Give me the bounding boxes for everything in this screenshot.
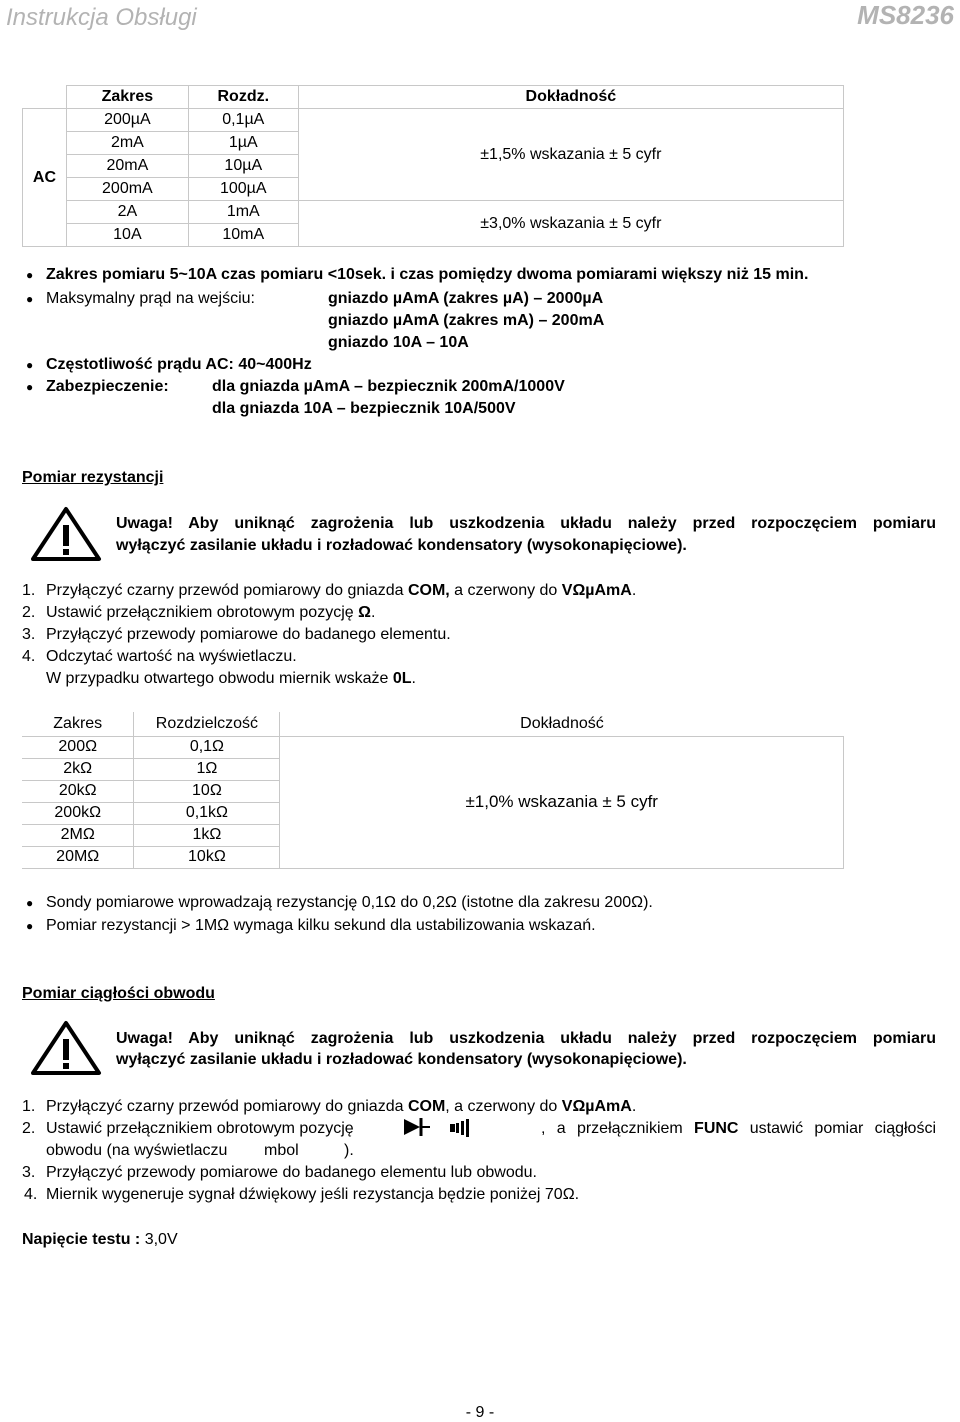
ac-current-table xyxy=(22,85,844,247)
continuity-step-2-line2a: obwodu (na wyświetlaczu xyxy=(46,1142,228,1159)
warning-icon xyxy=(30,1020,102,1076)
res-res-cell: 1kΩ xyxy=(134,824,280,846)
step-text: Przyłączyć czarny przewód pomiarowy do gniazda xyxy=(46,1098,408,1115)
note-max-current-label: ● Maksymalny prąd na wejściu: xyxy=(46,288,255,310)
step-text: Miernik wygeneruje sygnał dźwiękowy jeśli rezystancja będzie poniżej 70Ω. xyxy=(46,1186,580,1203)
continuity-warning-line1 xyxy=(116,1028,936,1050)
resistance-note-probes: ● Sondy pomiarowe wprowadzają rezystancję 0,1Ω do 0,2Ω (istotne dla zakresu 200Ω). xyxy=(46,892,653,914)
note-max-current-1: gniazdo µAmA (zakres µA) – 2000µA xyxy=(328,290,604,307)
resistance-step-1 xyxy=(22,580,636,602)
step-text: Przyłączyć przewody pomiarowe do badanego elementu lub obwodu. xyxy=(46,1164,537,1181)
step-text: a czerwony do xyxy=(449,582,562,599)
continuity-step-2-func xyxy=(541,1118,936,1140)
step-text: . xyxy=(631,1098,637,1115)
continuity-step-4 xyxy=(24,1184,579,1206)
ac-row-label: AC xyxy=(23,109,67,247)
res-range-cell: 20kΩ xyxy=(22,780,134,802)
step-number: 4. xyxy=(22,648,36,665)
note-protection-1: dla gniazda µAmA – bezpiecznik 200mA/1000V xyxy=(212,378,565,395)
step-number: 2. xyxy=(22,604,36,621)
continuity-step-2-line1 xyxy=(22,1118,354,1140)
resistance-table xyxy=(22,712,844,869)
step-number: 1. xyxy=(22,582,36,599)
ac-res-cell: 10mA xyxy=(188,224,298,247)
warning-text: Aby uniknąć zagrożenia lub uszkodzenia układu należy przed rozpoczęciem pomiaru xyxy=(172,1030,936,1047)
step-text: . xyxy=(411,670,416,687)
res-res-cell: 1Ω xyxy=(134,758,280,780)
model-name: MS8236 xyxy=(857,0,954,30)
test-voltage xyxy=(22,1229,178,1251)
res-range-cell: 2kΩ xyxy=(22,758,134,780)
continuity-step-2-line2b: mbol xyxy=(264,1142,299,1159)
resistance-warning-line2: wyłączyć zasilanie układu i rozładować kondensatory (wysokonapięciowe). xyxy=(116,537,687,554)
header-title: Instrukcja Obsługi xyxy=(6,4,197,31)
page-number: - 9 - xyxy=(465,1404,495,1421)
resistance-step-4 xyxy=(22,646,297,668)
ac-header-accuracy: Dokładność xyxy=(298,86,843,109)
res-res-cell: 10Ω xyxy=(134,780,280,802)
ac-res-cell: 1mA xyxy=(188,201,298,224)
res-range-cell: 20MΩ xyxy=(22,846,134,868)
step-bold-com: COM xyxy=(407,1098,446,1115)
ac-range-cell: 200µA xyxy=(66,109,188,132)
step-bold-func: FUNC xyxy=(694,1120,739,1137)
resistance-step-2 xyxy=(22,602,375,624)
resistance-step-3 xyxy=(22,624,451,646)
note-max-current-2: gniazdo µAmA (zakres mA) – 200mA xyxy=(328,312,605,329)
ac-header-resolution: Rozdz. xyxy=(188,86,298,109)
warning-icon xyxy=(30,506,102,562)
ac-range-cell: 2mA xyxy=(66,132,188,155)
step-bold-ohm: Ω xyxy=(358,604,371,621)
res-header-resolution: Rozdzielczość xyxy=(134,712,280,736)
step-bold-com: COM, xyxy=(407,582,450,599)
ac-accuracy-1: ±1,5% wskazania ± 5 cyfr xyxy=(298,109,843,201)
continuity-step-1 xyxy=(22,1096,636,1118)
note-protection-2: dla gniazda 10A – bezpiecznik 10A/500V xyxy=(212,400,516,417)
step-bold-ol: 0L xyxy=(392,670,412,687)
step-text: , a czerwony do xyxy=(445,1098,562,1115)
step-text: Przyłączyć przewody pomiarowe do badanego elementu. xyxy=(46,626,451,643)
continuity-section-title: Pomiar ciągłości obwodu xyxy=(22,985,215,1002)
step-text: , a przełącznikiem xyxy=(541,1120,695,1137)
warning-label: Uwaga! xyxy=(116,1030,173,1047)
resistance-open-circuit-note xyxy=(46,668,416,690)
ac-accuracy-2: ±3,0% wskazania ± 5 cyfr xyxy=(298,201,843,247)
res-res-cell: 0,1Ω xyxy=(134,736,280,758)
ac-res-cell: 1µA xyxy=(188,132,298,155)
res-header-range: Zakres xyxy=(22,712,134,736)
ac-range-cell: 20mA xyxy=(66,155,188,178)
continuity-warning-line2: wyłączyć zasilanie układu i rozładować kondensatory (wysokonapięciowe). xyxy=(116,1051,687,1068)
step-text: Ustawić przełącznikiem obrotowym pozycję xyxy=(46,1120,354,1137)
step-text: W przypadku otwartego obwodu miernik wskaże xyxy=(46,670,393,687)
step-bold-socket: VΩµAmA xyxy=(561,1098,632,1115)
res-res-cell: 10kΩ xyxy=(134,846,280,868)
res-header-accuracy: Dokładność xyxy=(280,712,844,736)
step-number: 1. xyxy=(22,1098,36,1115)
step-text: Ustawić przełącznikiem obrotowym pozycję xyxy=(46,604,359,621)
resistance-note-stabilize: ● Pomiar rezystancji > 1MΩ wymaga kilku sekund dla ustabilizowania wskazań. xyxy=(46,915,596,937)
ac-header-range: Zakres xyxy=(66,86,188,109)
step-text: . xyxy=(631,582,637,599)
res-range-cell: 200Ω xyxy=(22,736,134,758)
res-res-cell: 0,1kΩ xyxy=(134,802,280,824)
test-voltage-value: 3,0V xyxy=(140,1231,178,1248)
ac-res-cell: 100µA xyxy=(188,178,298,201)
note-frequency: ● Częstotliwość prądu AC: 40~400Hz xyxy=(46,354,312,376)
note-range-time: ● Zakres pomiaru 5~10A czas pomiaru <10sek. i czas pomiędzy dwoma pomiarami większy niż 15 min. xyxy=(46,264,808,286)
res-accuracy: ±1,0% wskazania ± 5 cyfr xyxy=(280,736,844,868)
warning-text: Aby uniknąć zagrożenia lub uszkodzenia układu należy przed rozpoczęciem pomiaru xyxy=(172,515,936,532)
step-number: 4. xyxy=(24,1186,38,1203)
ac-range-cell: 200mA xyxy=(66,178,188,201)
step-text: . xyxy=(370,604,376,621)
ac-res-cell: 10µA xyxy=(188,155,298,178)
note-max-current-3: gniazdo 10A – 10A xyxy=(328,334,469,351)
test-voltage-label: Napięcie testu : xyxy=(22,1231,141,1248)
step-text: Przyłączyć czarny przewód pomiarowy do gniazda xyxy=(46,582,408,599)
ac-range-cell: 2A xyxy=(66,201,188,224)
continuity-step-2-line2c: ). xyxy=(344,1142,354,1159)
step-number: 2. xyxy=(22,1120,36,1137)
note-protection-label: ● Zabezpieczenie: xyxy=(46,376,169,398)
res-range-cell: 200kΩ xyxy=(22,802,134,824)
buzzer-icon xyxy=(450,1118,474,1138)
step-number: 3. xyxy=(22,626,36,643)
step-text: ustawić pomiar ciągłości xyxy=(738,1120,936,1137)
diode-icon xyxy=(398,1116,432,1138)
ac-res-cell: 0,1µA xyxy=(188,109,298,132)
step-text: Odczytać wartość na wyświetlaczu. xyxy=(46,648,297,665)
ac-range-cell: 10A xyxy=(66,224,188,247)
resistance-section-title: Pomiar rezystancji xyxy=(22,469,164,486)
step-bold-socket: VΩµAmA xyxy=(561,582,632,599)
res-range-cell: 2MΩ xyxy=(22,824,134,846)
resistance-warning-line1 xyxy=(116,513,936,535)
warning-label: Uwaga! xyxy=(116,515,173,532)
continuity-step-3 xyxy=(22,1162,537,1184)
step-number: 3. xyxy=(22,1164,36,1181)
